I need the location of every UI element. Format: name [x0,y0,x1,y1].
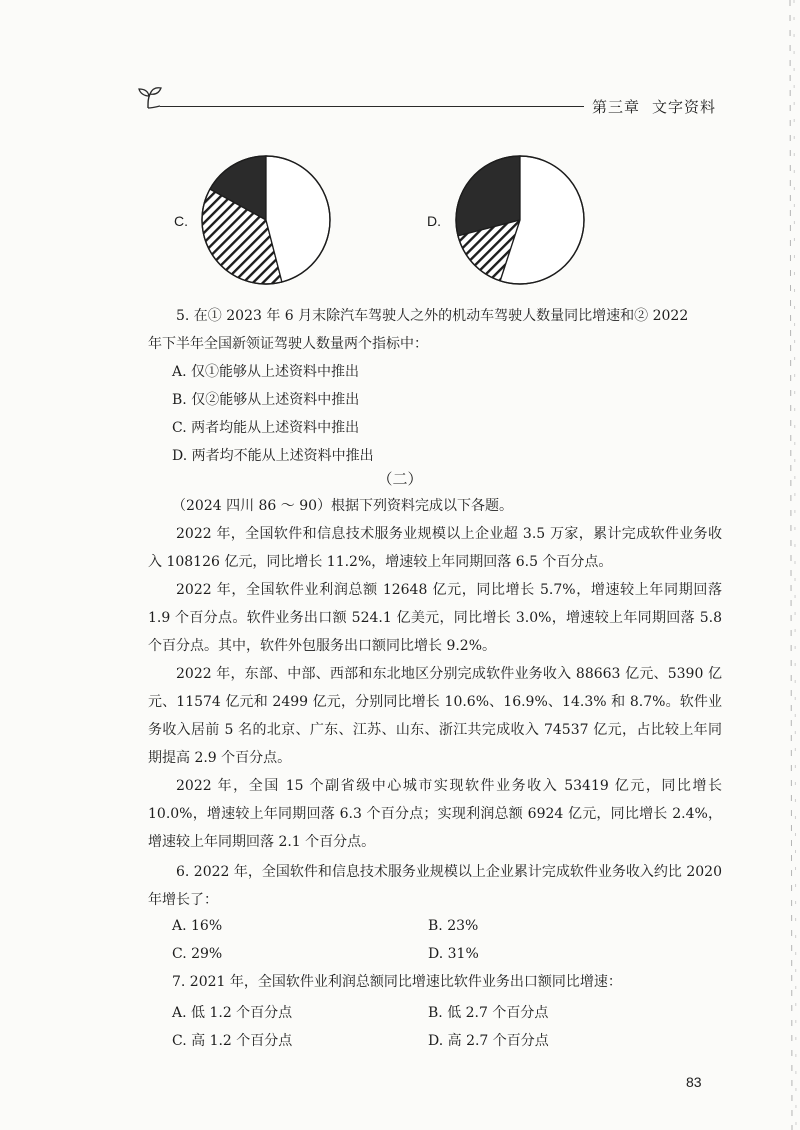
q7-stem: 7. 2021 年，全国软件业利润总额同比增速比软件业务出口额同比增速： [172,974,622,990]
q5-option-b[interactable]: B. 仅②能够从上述资料中推出 [172,392,360,408]
pie-chart-c [196,150,336,290]
q7-option-c[interactable]: C. 高 1.2 个百分点 [172,1033,293,1049]
q5-stem-line1: 5. 在① 2023 年 6 月末除汽车驾驶人之外的机动车驾驶人数量同比增速和② 2022 [176,308,689,324]
q5-option-d[interactable]: D. 两者均不能从上述资料中推出 [172,448,374,464]
q5-option-a[interactable]: A. 仅①能够从上述资料中推出 [172,364,360,380]
section-title: （二） [377,470,423,488]
q6-option-b[interactable]: B. 23% [428,918,479,934]
passage-paragraph-1: 2022 年，全国软件和信息技术服务业规模以上企业超 3.5 万家，累计完成软件业务收入 108126 亿元，同比增长 11.2%，增速较上年同期回落 6.5 个百分点。 [148,526,722,570]
page-edge [774,0,800,1130]
q7-option-b[interactable]: B. 低 2.7 个百分点 [428,1005,549,1021]
running-header [592,96,728,117]
pie-chart-d [450,150,590,290]
q6-stem: 6. 2022 年，全国软件和信息技术服务业规模以上企业累计完成软件业务收入约比 2020 年增长了： [148,864,722,908]
passage-paragraph-4: 2022 年，全国 15 个副省级中心城市实现软件业务收入 53419 亿元，同比增长 10.0%，增速较上年同期回落 6.3 个百分点；实现利润总额 6924 亿元，同比增长 2.4%，增速较上年同期回落 2.1 个百分点。 [148,778,722,850]
section-intro: （2024 四川 86 ～ 90）根据下列资料完成以下各题。 [172,498,514,514]
q6-option-a[interactable]: A. 16% [172,918,223,934]
q5-option-c[interactable]: C. 两者均能从上述资料中推出 [172,420,360,436]
header-rule [160,106,584,107]
chapter-title: 文字资料 [652,98,717,116]
figure-d-label: D. [427,213,441,229]
q6-option-c[interactable]: C. 29% [172,946,223,962]
passage-paragraph-2: 2022 年，全国软件业利润总额 12648 亿元，同比增长 5.7%，增速较上年同期回落 1.9 个百分点。软件业务出口额 524.1 亿美元，同比增长 3.0%，增速较上年同期回落 5.8 个百分点。其中，软件外包服务出口额同比增长 9.2%。 [148,582,722,654]
q7-option-d[interactable]: D. 高 2.7 个百分点 [428,1033,549,1049]
q5-stem [148,302,722,358]
q7-option-a[interactable]: A. 低 1.2 个百分点 [172,1005,293,1021]
q5-stem-line2: 年下半年全国新领证驾驶人数量两个指标中： [148,336,428,352]
figure-c-label: C. [174,213,188,229]
q6-option-d[interactable]: D. 31% [428,946,479,962]
chapter-label: 第三章 [592,98,641,116]
passage-paragraph-3: 2022 年，东部、中部、西部和东北地区分别完成软件业务收入 88663 亿元、5390 亿元、11574 亿元和 2499 亿元，分别同比增长 10.6%、16.9%、14.3% 和 8.7%。软件业务收入居前 5 名的北京、广东、江苏、山东、浙江共完成收入 74537 亿元，占比较上年同期提高 2.9 个百分点。 [148,666,722,766]
page-number: 83 [686,1074,702,1090]
